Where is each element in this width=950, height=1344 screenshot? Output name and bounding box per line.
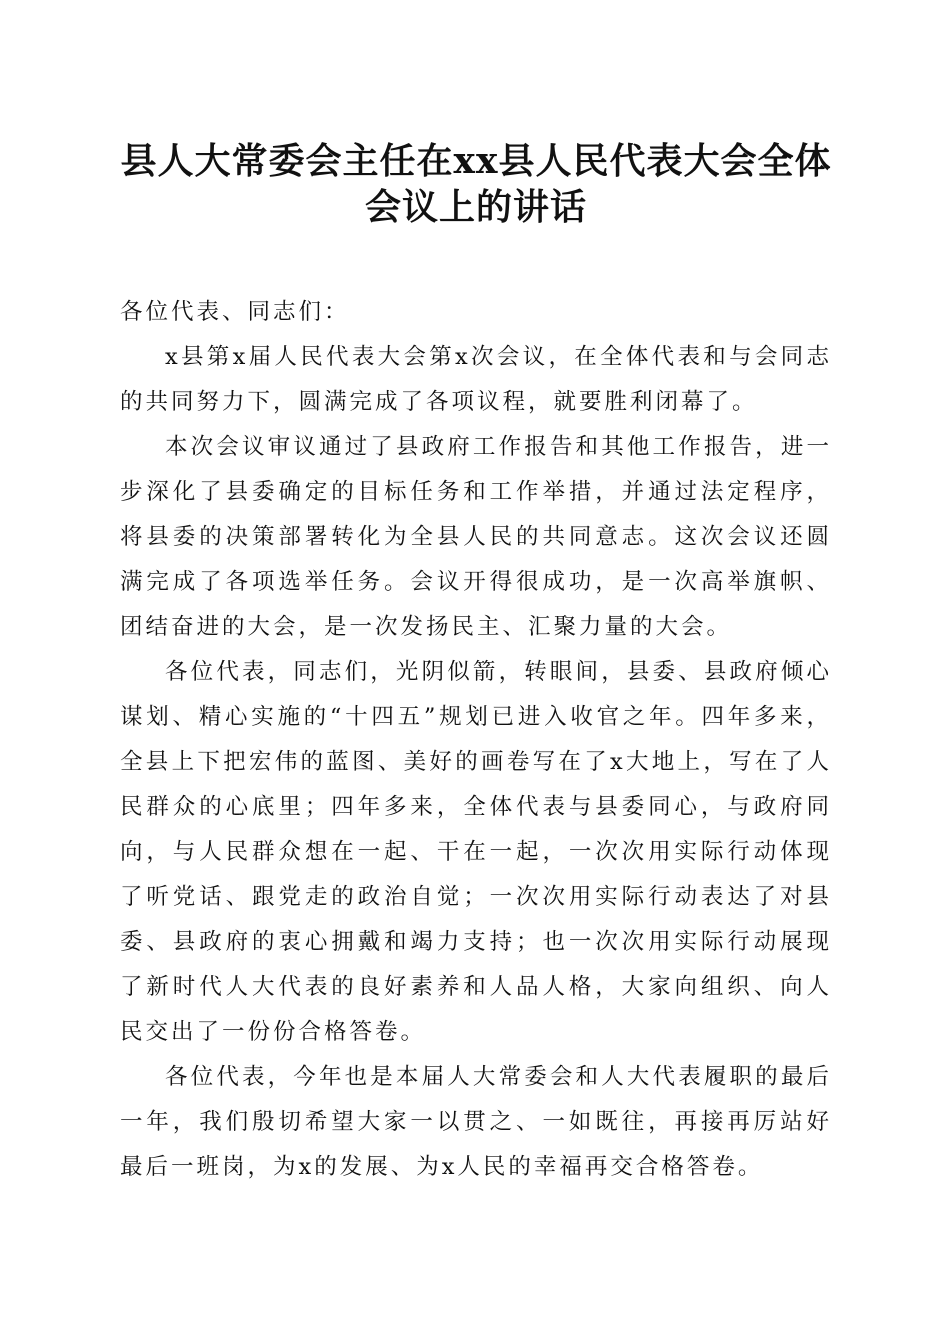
document-page [120, 0, 832, 1190]
title-line-1: 县人大常委会主任在xx县人民代表大会全体 [120, 140, 832, 182]
document-title [120, 138, 832, 230]
document-body [120, 290, 832, 1190]
salutation: 各位代表、同志们： [120, 299, 350, 325]
paragraph-2: 本次会议审议通过了县政府工作报告和其他工作报告，进一步深化了县委确定的目标任务和工作举措，并通过法定程序，将县委的决策部署转化为全县人民的共同意志。这次会议还圆满完成了各项选举任务。会议开得很成功，是一次高举旗帜、团结奋进的大会，是一次发扬民主、汇聚力量的大会。 [120, 434, 832, 640]
title-line-2: 会议上的讲话 [364, 186, 587, 228]
paragraph-1: x县第x届人民代表大会第x次会议，在全体代表和与会同志的共同努力下，圆满完成了各项议程，就要胜利闭幕了。 [120, 344, 832, 415]
paragraph-4: 各位代表，今年也是本届人大常委会和人大代表履职的最后一年，我们殷切希望大家一以贯之、一如既往，再接再厉站好最后一班岗，为x的发展、为x人民的幸福再交合格答卷。 [120, 1064, 832, 1180]
paragraph-3: 各位代表，同志们，光阴似箭，转眼间，县委、县政府倾心谋划、精心实施的“十四五”规划已进入收官之年。四年多来，全县上下把宏伟的蓝图、美好的画卷写在了x大地上，写在了人民群众的心底里；四年多来，全体代表与县委同心，与政府同向，与人民群众想在一起、干在一起，一次次用实际行动体现了听党话、跟党走的政治自觉；一次次用实际行动表达了对县委、县政府的衷心拥戴和竭力支持；也一次次用实际行动展现了新时代人大代表的良好素养和人品人格，大家向组织、向人民交出了一份份合格答卷。 [120, 659, 832, 1045]
